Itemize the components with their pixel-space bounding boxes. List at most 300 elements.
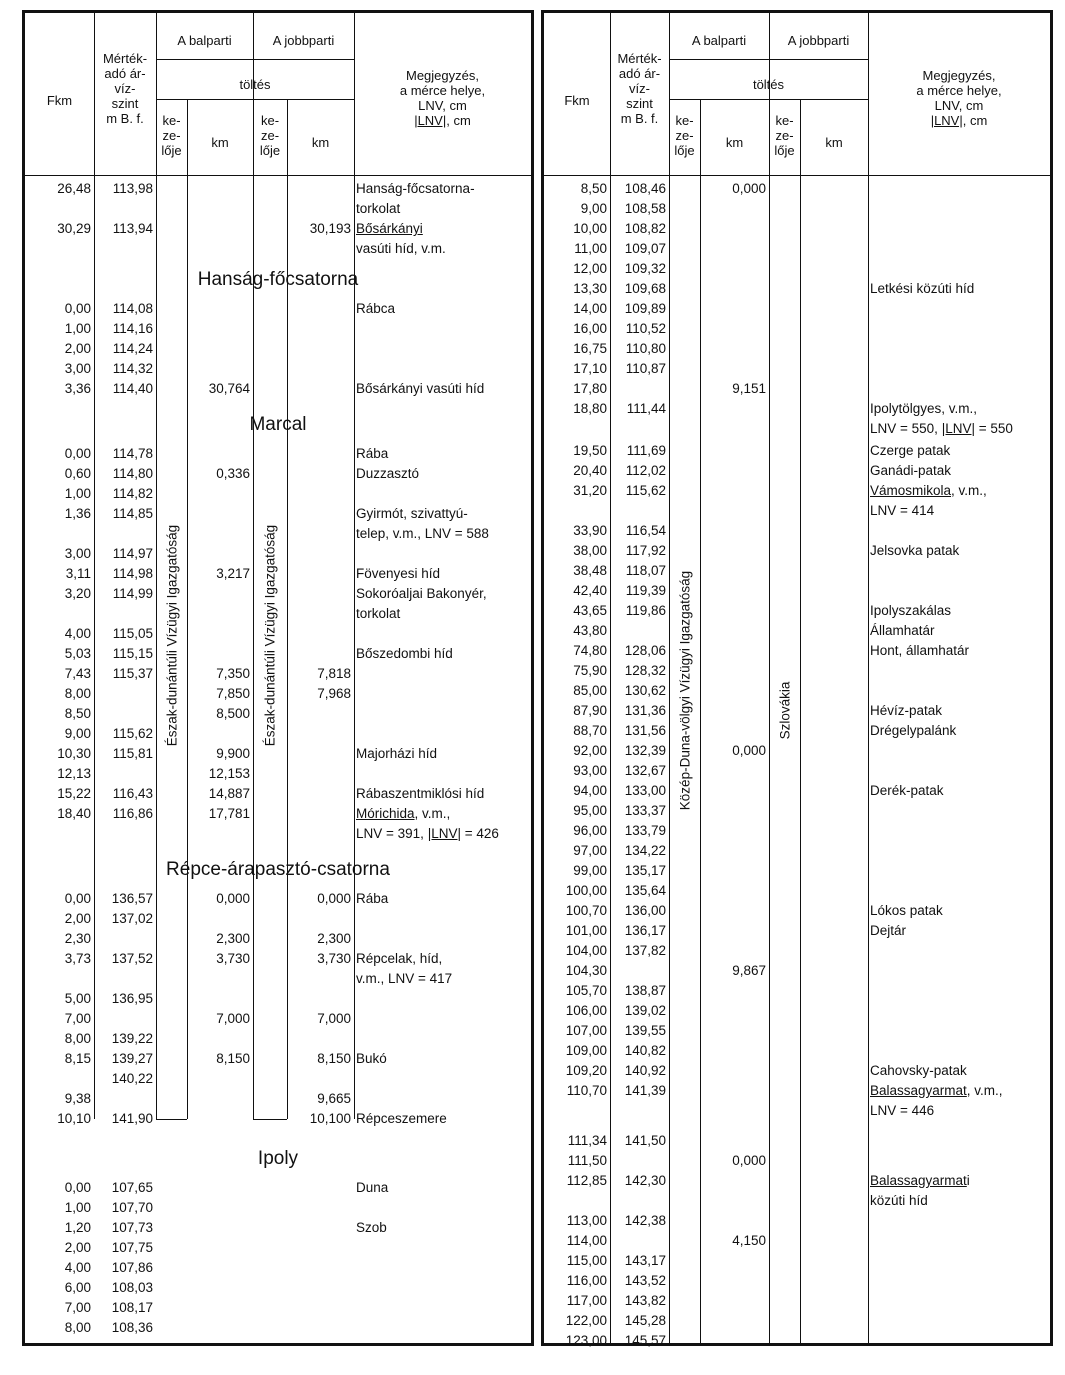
row-vizszint: 141,50 (624, 1133, 666, 1148)
row-fkm: 113,00 (566, 1213, 607, 1228)
row-vizszint: 109,68 (624, 281, 666, 296)
row-vizszint: 110,87 (625, 361, 666, 376)
row-fkm: 6,00 (64, 1280, 91, 1295)
row-fkm: 3,00 (64, 361, 91, 376)
kezeloje-jobb-vertical: Szlovákia (777, 681, 792, 740)
row-vizszint: 114,32 (112, 361, 153, 376)
row-fkm: 87,90 (573, 703, 607, 718)
row-fkm: 117,00 (566, 1293, 607, 1308)
row-fkm: 111,50 (567, 1153, 607, 1168)
row-vizszint: 110,80 (625, 341, 666, 356)
row-vizszint: 109,89 (624, 301, 666, 316)
row-megjegyzes: Balassagyarmati (870, 1173, 970, 1188)
row-vizszint: 114,98 (112, 566, 153, 581)
row-fkm: 5,03 (64, 646, 91, 661)
row-vizszint: 140,82 (624, 1043, 666, 1058)
row-vizszint: 130,62 (624, 683, 666, 698)
row-vizszint: 108,36 (111, 1320, 153, 1335)
row-vizszint: 139,27 (111, 1051, 153, 1066)
row-megjegyzes: Rába (356, 446, 389, 461)
header-megjegyzes: Megjegyzés, a mérce helye, LNV, cm |LNV|, cm (916, 68, 1002, 128)
row-bal-km: 0,336 (216, 466, 250, 481)
row-megjegyzes: Rábca (356, 301, 396, 316)
row-fkm: 123,00 (565, 1333, 607, 1348)
row-vizszint: 115,62 (625, 483, 666, 498)
col-rule-5 (800, 99, 801, 1343)
row-bal-km: 0,000 (732, 1153, 766, 1168)
row-bal-km: 9,900 (216, 746, 250, 761)
row-fkm: 116,00 (566, 1273, 607, 1288)
row-fkm: 105,70 (565, 983, 607, 998)
row-fkm: 14,00 (573, 301, 607, 316)
row-fkm: 26,48 (57, 181, 91, 196)
row-megjegyzes: Mórichida, v.m., (356, 806, 451, 821)
row-vizszint: 108,82 (624, 221, 666, 236)
row-fkm: 1,00 (64, 321, 91, 336)
row-vizszint: 111,44 (626, 401, 666, 416)
row-bal-km: 3,217 (216, 566, 250, 581)
row-bal-km: 12,153 (208, 766, 250, 781)
row-vizszint: 132,39 (624, 743, 666, 758)
header-km-bal: km (211, 135, 229, 150)
row-fkm: 93,00 (573, 763, 607, 778)
row-megjegyzes: Jelsovka patak (870, 543, 960, 558)
row-vizszint: 136,57 (111, 891, 153, 906)
row-fkm: 0,00 (64, 446, 91, 461)
row-fkm: 122,00 (565, 1313, 607, 1328)
section-title: Répce-árapasztó-csatorna (166, 859, 390, 880)
row-megjegyzes: Bukó (356, 1051, 387, 1066)
row-vizszint: 143,52 (624, 1273, 666, 1288)
row-megjegyzes: Hanság-főcsatorna- (356, 181, 475, 196)
row-vizszint: 114,85 (112, 506, 153, 521)
row-megjegyzes: Bőszedombi híd (356, 646, 453, 661)
row-megjegyzes: Derék-patak (870, 783, 944, 798)
row-fkm: 2,00 (64, 911, 91, 926)
row-fkm: 4,00 (64, 626, 91, 641)
row-fkm: 13,30 (573, 281, 607, 296)
row-vizszint: 110,52 (625, 321, 666, 336)
row-vizszint: 136,17 (624, 923, 666, 938)
row-megjegyzes: közúti híd (870, 1193, 928, 1208)
row-bal-km: 30,764 (208, 381, 250, 396)
row-fkm: 0,00 (64, 301, 91, 316)
kezeloje-bal-vertical: Közép-Duna-völgyi Vízügyi Igazgatóság (677, 570, 692, 811)
row-vizszint: 108,58 (624, 201, 666, 216)
row-fkm: 12,00 (573, 261, 607, 276)
row-fkm: 38,00 (573, 543, 607, 558)
row-megjegyzes: Répcelak, híd, (356, 951, 443, 966)
row-bal-km: 2,300 (216, 931, 250, 946)
row-fkm: 109,00 (565, 1043, 607, 1058)
row-jobb-km: 3,730 (317, 951, 351, 966)
section-title: Hanság-főcsatorna (197, 269, 359, 290)
row-megjegyzes: LNV = 446 (870, 1103, 935, 1118)
row-megjegyzes: Szob (356, 1220, 387, 1235)
section-title: Ipoly (257, 1148, 299, 1169)
row-vizszint: 141,39 (624, 1083, 666, 1098)
row-vizszint: 139,02 (624, 1003, 666, 1018)
row-fkm: 104,30 (565, 963, 607, 978)
row-vizszint: 143,17 (624, 1253, 666, 1268)
row-megjegyzes: Ipolytölgyes, v.m., (870, 401, 978, 416)
row-vizszint: 119,39 (625, 583, 666, 598)
row-fkm: 17,80 (573, 381, 607, 396)
kezeloje-jobb-end (253, 1119, 287, 1120)
row-jobb-km: 7,000 (317, 1011, 351, 1026)
row-vizszint: 107,73 (111, 1220, 153, 1235)
row-jobb-km: 7,968 (317, 686, 351, 701)
row-vizszint: 107,65 (111, 1180, 153, 1195)
row-fkm: 15,22 (57, 786, 91, 801)
header-jobbparti: A jobbparti (272, 33, 335, 48)
row-megjegyzes: Lókos patak (870, 903, 943, 918)
row-megjegyzes: v.m., LNV = 417 (356, 971, 453, 986)
row-fkm: 9,00 (580, 201, 607, 216)
row-vizszint: 133,00 (624, 783, 666, 798)
row-vizszint: 139,55 (624, 1023, 666, 1038)
row-fkm: 7,00 (64, 1011, 91, 1026)
header-mertekado: Mérték- adó ár- víz- szint m B. f. (617, 51, 662, 126)
row-fkm: 1,20 (64, 1220, 91, 1235)
row-fkm: 0,00 (64, 891, 91, 906)
row-fkm: 112,85 (566, 1173, 607, 1188)
row-vizszint: 135,17 (624, 863, 666, 878)
row-vizszint: 116,86 (112, 806, 153, 821)
row-vizszint: 128,06 (624, 643, 666, 658)
row-fkm: 7,43 (64, 666, 91, 681)
row-vizszint: 145,57 (624, 1333, 666, 1348)
row-vizszint: 114,40 (112, 381, 153, 396)
row-fkm: 43,65 (573, 603, 607, 618)
row-fkm: 8,15 (64, 1051, 91, 1066)
row-vizszint: 107,86 (111, 1260, 153, 1275)
row-jobb-km: 0,000 (317, 891, 351, 906)
row-megjegyzes: Cahovsky-patak (870, 1063, 967, 1078)
col-rule-4 (769, 13, 770, 1343)
header-mertekado: Mérték- adó ár- víz- szint m B. f. (102, 51, 148, 126)
row-vizszint: 115,81 (112, 746, 153, 761)
header-kezeloje-bal: ke- ze- lője (161, 113, 182, 158)
row-vizszint: 114,99 (112, 586, 153, 601)
row-vizszint: 108,17 (111, 1300, 153, 1315)
header-km-bal: km (725, 135, 744, 150)
row-fkm: 20,40 (573, 463, 607, 478)
header-fkm: Fkm (46, 93, 73, 108)
row-megjegyzes: Balassagyarmat, v.m., (870, 1083, 1003, 1098)
row-fkm: 12,13 (57, 766, 91, 781)
row-megjegyzes: Majorházi híd (356, 746, 438, 761)
row-vizszint: 131,36 (624, 703, 666, 718)
row-fkm: 43,80 (573, 623, 607, 638)
header-km-jobb: km (825, 135, 843, 150)
row-fkm: 3,73 (64, 951, 91, 966)
row-vizszint: 114,24 (112, 341, 153, 356)
row-megjegyzes: Letkési közúti híd (870, 281, 975, 296)
row-fkm: 2,00 (64, 341, 91, 356)
row-vizszint: 140,22 (111, 1071, 153, 1086)
row-vizszint: 142,38 (624, 1213, 666, 1228)
row-fkm: 42,40 (573, 583, 607, 598)
row-vizszint: 137,02 (111, 911, 153, 926)
row-fkm: 18,40 (57, 806, 91, 821)
col-rule-4 (253, 13, 254, 1119)
row-bal-km: 8,500 (216, 706, 250, 721)
row-fkm: 1,00 (64, 486, 91, 501)
rule-header-bottom (544, 175, 1050, 176)
header-fkm: Fkm (564, 93, 590, 108)
row-vizszint: 114,97 (112, 546, 153, 561)
row-vizszint: 135,64 (624, 883, 666, 898)
header-balparti: A balparti (177, 33, 232, 48)
row-vizszint: 115,15 (112, 646, 153, 661)
row-fkm: 2,00 (64, 1240, 91, 1255)
row-jobb-km: 9,665 (317, 1091, 351, 1106)
row-fkm: 16,00 (573, 321, 607, 336)
row-vizszint: 140,92 (624, 1063, 666, 1078)
row-fkm: 8,00 (64, 1320, 91, 1335)
row-megjegyzes: Drégelypalánk (870, 723, 957, 738)
row-vizszint: 133,37 (624, 803, 666, 818)
right-table (541, 10, 1053, 1346)
row-megjegyzes: Hévíz-patak (870, 703, 943, 718)
row-jobb-km: 10,100 (309, 1111, 351, 1126)
header-jobbparti: A jobbparti (787, 33, 850, 48)
row-fkm: 31,20 (573, 483, 607, 498)
row-vizszint: 128,32 (624, 663, 666, 678)
header-km-jobb: km (311, 135, 330, 150)
row-vizszint: 137,82 (624, 943, 666, 958)
row-megjegyzes: LNV = 414 (870, 503, 935, 518)
row-megjegyzes: Hont, államhatár (870, 643, 970, 658)
section-title: Marcal (249, 414, 307, 435)
row-fkm: 5,00 (64, 991, 91, 1006)
header-kezeloje-jobb: ke- ze- lője (259, 113, 281, 158)
row-fkm: 114,00 (566, 1233, 607, 1248)
row-megjegyzes: torkolat (356, 201, 401, 216)
row-vizszint: 111,69 (626, 443, 666, 458)
row-fkm: 1,00 (64, 1200, 91, 1215)
row-vizszint: 138,87 (624, 983, 666, 998)
row-vizszint: 137,52 (111, 951, 153, 966)
row-megjegyzes: Répceszemere (356, 1111, 447, 1126)
row-fkm: 100,70 (565, 903, 607, 918)
row-fkm: 106,00 (565, 1003, 607, 1018)
header-toltes: töltés (752, 77, 785, 92)
row-fkm: 16,75 (573, 341, 607, 356)
row-megjegyzes: Ganádi-patak (870, 463, 952, 478)
row-fkm: 92,00 (573, 743, 607, 758)
row-fkm: 2,30 (64, 931, 91, 946)
row-megjegyzes: Duna (356, 1180, 389, 1195)
kezeloje-bal-vertical: Észak-dunántúli Vízügyi Igazgatóság (164, 524, 179, 747)
row-megjegyzes: Czerge patak (870, 443, 951, 458)
col-rule-6 (868, 13, 869, 1343)
row-vizszint: 107,75 (111, 1240, 153, 1255)
row-vizszint: 115,05 (112, 626, 153, 641)
row-megjegyzes: Fövenyesi híd (356, 566, 441, 581)
row-fkm: 10,00 (573, 221, 607, 236)
row-fkm: 88,70 (573, 723, 607, 738)
row-vizszint: 108,46 (624, 181, 666, 196)
rule-parti (156, 59, 354, 60)
row-fkm: 3,36 (64, 381, 91, 396)
row-megjegyzes: LNV = 391, |LNV| = 426 (356, 826, 499, 841)
row-bal-km: 3,730 (216, 951, 250, 966)
row-fkm: 18,80 (573, 401, 607, 416)
row-megjegyzes: Rába (356, 891, 389, 906)
row-vizszint: 114,78 (112, 446, 153, 461)
row-fkm: 3,20 (64, 586, 91, 601)
row-fkm: 1,36 (64, 506, 91, 521)
header-toltes: töltés (239, 77, 271, 92)
row-fkm: 11,00 (574, 241, 607, 256)
row-vizszint: 113,98 (112, 181, 153, 196)
row-megjegyzes: Rábaszentmiklósi híd (356, 786, 485, 801)
row-bal-km: 9,867 (732, 963, 766, 978)
row-megjegyzes: Államhatár (870, 623, 935, 638)
col-rule-6 (354, 13, 355, 1119)
row-vizszint: 114,80 (112, 466, 153, 481)
row-fkm: 38,48 (573, 563, 607, 578)
row-megjegyzes: Gyirmót, szivattyú- (356, 506, 468, 521)
row-fkm: 8,00 (64, 686, 91, 701)
row-vizszint: 109,07 (624, 241, 666, 256)
row-bal-km: 9,151 (732, 381, 766, 396)
row-vizszint: 113,94 (112, 221, 153, 236)
row-megjegyzes: Dejtár (870, 923, 907, 938)
row-jobb-km: 30,193 (309, 221, 351, 236)
row-megjegyzes: Duzzasztó (356, 466, 420, 481)
row-megjegyzes: Bősárkányi vasúti híd (356, 381, 485, 396)
row-fkm: 9,00 (64, 726, 91, 741)
row-fkm: 8,00 (64, 1031, 91, 1046)
row-vizszint: 114,08 (112, 301, 153, 316)
row-fkm: 10,30 (57, 746, 91, 761)
row-fkm: 33,90 (573, 523, 607, 538)
row-bal-km: 17,781 (208, 806, 250, 821)
row-megjegyzes: Vámosmikola, v.m., (870, 483, 987, 498)
row-fkm: 115,00 (566, 1253, 607, 1268)
row-vizszint: 142,30 (624, 1173, 666, 1188)
header-kezeloje-bal: ke- ze- lője (674, 113, 695, 158)
header-megjegyzes: Megjegyzés, a mérce helye, LNV, cm |LNV|, cm (399, 68, 486, 128)
row-vizszint: 119,86 (625, 603, 666, 618)
row-bal-km: 0,000 (216, 891, 250, 906)
row-megjegyzes: telep, v.m., LNV = 588 (356, 526, 489, 541)
row-fkm: 0,00 (64, 1180, 91, 1195)
row-vizszint: 145,28 (624, 1313, 666, 1328)
header-balparti: A balparti (691, 33, 747, 48)
row-fkm: 3,00 (64, 546, 91, 561)
row-vizszint: 131,56 (624, 723, 666, 738)
col-rule-2 (156, 13, 157, 1119)
row-bal-km: 7,850 (216, 686, 250, 701)
row-megjegyzes: Ipolyszakálas (870, 603, 952, 618)
row-fkm: 95,00 (573, 803, 607, 818)
row-vizszint: 108,03 (111, 1280, 153, 1295)
row-vizszint: 139,22 (111, 1031, 153, 1046)
row-fkm: 19,50 (573, 443, 607, 458)
row-vizszint: 132,67 (624, 763, 666, 778)
row-vizszint: 141,90 (111, 1111, 153, 1126)
row-bal-km: 7,000 (216, 1011, 250, 1026)
row-fkm: 74,80 (573, 643, 607, 658)
row-bal-km: 4,150 (732, 1233, 766, 1248)
row-fkm: 3,11 (65, 566, 91, 581)
row-fkm: 107,00 (565, 1023, 607, 1038)
row-fkm: 75,90 (573, 663, 607, 678)
row-bal-km: 7,350 (216, 666, 250, 681)
row-megjegyzes: LNV = 550, |LNV| = 550 (870, 421, 1013, 436)
row-bal-km: 8,150 (216, 1051, 250, 1066)
row-fkm: 109,20 (565, 1063, 607, 1078)
row-vizszint: 115,37 (112, 666, 153, 681)
row-megjegyzes: torkolat (356, 606, 401, 621)
col-rule-2 (669, 13, 670, 1343)
row-jobb-km: 7,818 (317, 666, 351, 681)
row-bal-km: 0,000 (732, 181, 766, 196)
row-vizszint: 118,07 (625, 563, 666, 578)
row-vizszint: 116,54 (625, 523, 666, 538)
row-fkm: 111,34 (567, 1133, 607, 1148)
rule-toltes (156, 99, 354, 100)
row-vizszint: 107,70 (111, 1200, 153, 1215)
left-table (22, 10, 534, 1346)
row-vizszint: 136,95 (111, 991, 153, 1006)
row-megjegyzes: Bősárkányi (356, 221, 423, 236)
row-fkm: 97,00 (573, 843, 607, 858)
row-fkm: 17,10 (573, 361, 607, 376)
row-fkm: 9,38 (64, 1091, 91, 1106)
row-vizszint: 109,32 (624, 261, 666, 276)
kezeloje-bal-end (156, 1119, 187, 1120)
row-vizszint: 116,43 (112, 786, 153, 801)
row-vizszint: 143,82 (624, 1293, 666, 1308)
kezeloje-jobb-vertical: Észak-dunántúli Vízügyi Igazgatóság (262, 524, 278, 747)
row-fkm: 10,10 (57, 1111, 91, 1126)
row-fkm: 100,00 (565, 883, 607, 898)
row-vizszint: 114,82 (112, 486, 153, 501)
row-bal-km: 14,887 (208, 786, 250, 801)
row-vizszint: 117,92 (625, 543, 666, 558)
row-megjegyzes: Sokoróaljai Bakonyér, (356, 586, 487, 601)
row-fkm: 4,00 (64, 1260, 91, 1275)
row-fkm: 7,00 (64, 1300, 91, 1315)
row-fkm: 110,70 (566, 1083, 607, 1098)
row-fkm: 8,50 (64, 706, 91, 721)
row-vizszint: 112,02 (625, 463, 666, 478)
row-fkm: 85,00 (573, 683, 607, 698)
row-vizszint: 114,16 (112, 321, 153, 336)
header-kezeloje-jobb: ke- ze- lője (774, 113, 795, 158)
row-jobb-km: 2,300 (317, 931, 351, 946)
row-fkm: 99,00 (573, 863, 607, 878)
row-jobb-km: 8,150 (317, 1051, 351, 1066)
row-fkm: 30,29 (57, 221, 91, 236)
row-fkm: 101,00 (565, 923, 607, 938)
row-vizszint: 133,79 (624, 823, 666, 838)
row-vizszint: 115,62 (112, 726, 153, 741)
row-fkm: 0,60 (64, 466, 91, 481)
row-bal-km: 0,000 (732, 743, 766, 758)
row-fkm: 8,50 (580, 181, 607, 196)
row-fkm: 94,00 (573, 783, 607, 798)
row-fkm: 96,00 (573, 823, 607, 838)
row-vizszint: 134,22 (624, 843, 666, 858)
rule-header-bottom (25, 175, 531, 176)
row-megjegyzes: vasúti híd, v.m. (356, 241, 446, 256)
